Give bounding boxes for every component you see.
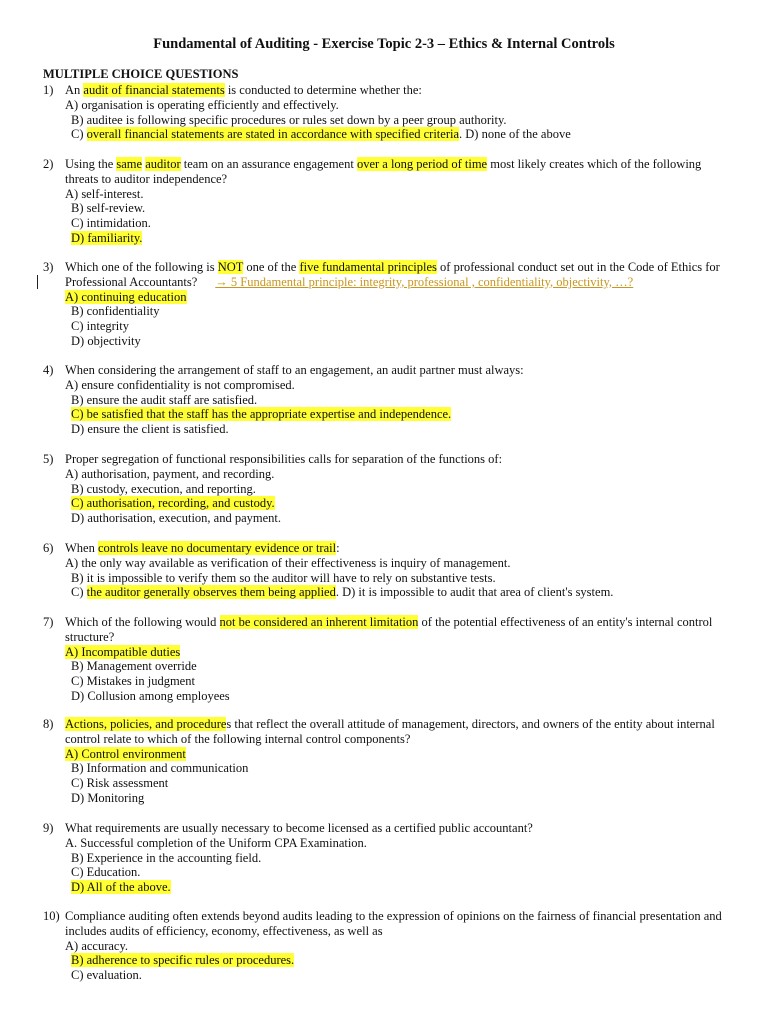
answer-option: [65, 836, 768, 851]
question-8: [0, 717, 768, 806]
answer-option: [71, 482, 768, 497]
answer-option: [71, 496, 768, 511]
text-run: of professional conduct set out in the Code of Ethics for Professional Accountants?: [65, 260, 720, 289]
answer-option: [71, 791, 768, 806]
section-heading: MULTIPLE CHOICE QUESTIONS: [43, 67, 239, 81]
answer-option: [71, 319, 768, 334]
highlighted-text: A) Incompatible duties: [65, 644, 181, 659]
question-stem: [65, 260, 725, 290]
text-run: C) Mistakes in judgment: [71, 674, 195, 689]
answer-option: [71, 127, 768, 142]
text-run: D) objectivity: [71, 333, 141, 348]
text-run: :: [336, 541, 340, 555]
annotation-link[interactable]: → 5 Fundamental principle: integrity, professional , confidentiality, objectivity, …?: [215, 274, 634, 289]
answer-option: [71, 201, 768, 216]
question-1: [0, 83, 768, 142]
answer-option: [65, 939, 768, 954]
answer-option: [71, 659, 768, 674]
text-run: B) Information and communication: [71, 761, 249, 776]
highlighted-text: D) All of the above.: [71, 880, 171, 895]
text-run: B) custody, execution, and reporting.: [71, 481, 256, 496]
highlighted-text: five fundamental principles: [299, 260, 437, 274]
text-run: A) ensure confidentiality is not compromised.: [65, 377, 295, 392]
answer-option: [71, 585, 768, 600]
answer-option: [71, 407, 768, 422]
answer-option: [71, 422, 768, 437]
question-number: 5): [43, 452, 54, 466]
answer-option: [71, 113, 768, 128]
highlighted-text: C) be satisfied that the staff has the appropriate expertise and independence.: [71, 407, 452, 422]
answer-option: [65, 290, 768, 305]
highlighted-text: auditor: [145, 157, 181, 171]
question-6: [0, 541, 768, 600]
answer-option: [71, 393, 768, 408]
highlighted-text: not be considered an inherent limitation: [219, 615, 419, 629]
answer-option: [71, 851, 768, 866]
question-stem: [65, 541, 725, 556]
question-3: [0, 260, 768, 349]
question-stem: [65, 363, 725, 378]
text-run: B) it is impossible to verify them so the auditor will have to rely on substantive tests.: [71, 570, 496, 585]
text-run: C) intimidation.: [71, 216, 151, 231]
text-run: . D) none of the above: [459, 127, 571, 142]
question-5: [0, 452, 768, 526]
text-run: A) the only way available as verification of their effectiveness is inquiry of management.: [65, 555, 511, 570]
highlighted-text: overall financial statements are stated in accordance with specified criteria: [86, 127, 460, 142]
question-10: [0, 909, 768, 983]
text-run: is conducted to determine whether the:: [224, 83, 422, 97]
text-run: . D) it is impossible to audit that area of client's system.: [335, 585, 614, 600]
question-stem: [65, 83, 725, 98]
text-run: s that reflect the overall attitude of management, directors, and owners of the entity about internal control relate to which of the following internal control components?: [65, 717, 715, 746]
highlighted-text: Actions, policies, and procedure: [65, 717, 227, 731]
text-run: D) Collusion among employees: [71, 688, 230, 703]
question-number: 1): [43, 83, 54, 97]
document-title: Fundamental of Auditing - Exercise Topic 2-3 – Ethics & Internal Controls: [153, 36, 615, 52]
highlighted-text: the auditor generally observes them being applied: [86, 585, 336, 600]
text-run: D) Monitoring: [71, 790, 145, 805]
highlighted-text: D) familiarity.: [71, 230, 143, 245]
text-run: of the potential effectiveness of an entity's internal control structure?: [65, 615, 713, 644]
text-run: B) auditee is following specific procedures or rules set down by a peer group authority.: [71, 112, 507, 127]
text-run: B) confidentiality: [71, 304, 160, 319]
text-run: When: [65, 541, 98, 555]
answer-option: [65, 187, 768, 202]
text-run: D) ensure the client is satisfied.: [71, 422, 229, 437]
text-run: most likely creates which of the following threats to auditor independence?: [65, 157, 702, 186]
highlighted-text: same: [116, 157, 143, 171]
text-run: Using the: [65, 157, 117, 171]
question-number: 2): [43, 157, 54, 171]
text-run: Proper segregation of functional responsibilities calls for separation of the functions of:: [65, 452, 503, 466]
text-run: C) evaluation.: [71, 968, 142, 983]
text-run: B) Management override: [71, 659, 197, 674]
question-stem: [65, 452, 725, 467]
answer-option: [71, 231, 768, 246]
answer-option: [71, 511, 768, 526]
highlighted-text: over a long period of time: [356, 157, 488, 171]
highlighted-text: NOT: [217, 260, 244, 274]
answer-option: [65, 645, 768, 660]
question-number: 3): [43, 260, 54, 274]
question-2: [0, 157, 768, 246]
question-9: [0, 821, 768, 895]
highlighted-text: A) Control environment: [65, 746, 186, 761]
question-stem: [65, 157, 725, 187]
question-stem: [65, 717, 725, 747]
answer-option: [65, 556, 768, 571]
question-stem: [65, 821, 725, 836]
answer-option: [71, 334, 768, 349]
question-7: [0, 615, 768, 704]
text-run: one of the: [243, 260, 300, 274]
question-number: 8): [43, 717, 54, 731]
highlighted-text: C) authorisation, recording, and custody.: [71, 496, 275, 511]
text-run: A) self-interest.: [65, 186, 144, 201]
text-run: C) Risk assessment: [71, 776, 169, 791]
text-run: B) Experience in the accounting field.: [71, 850, 262, 865]
text-run: A) accuracy.: [65, 938, 129, 953]
question-stem: [65, 909, 725, 939]
text-run: D) authorisation, execution, and payment.: [71, 511, 282, 526]
question-number: 9): [43, 821, 54, 835]
text-run: team on an assurance engagement: [180, 157, 357, 171]
text-run: C) Education.: [71, 865, 141, 880]
answer-option: [65, 378, 768, 393]
highlighted-text: controls leave no documentary evidence or trail: [97, 541, 337, 555]
highlighted-text: A) continuing education: [65, 289, 187, 304]
answer-option: [65, 747, 768, 762]
text-run: B) self-review.: [71, 201, 146, 216]
text-run: C): [71, 585, 87, 600]
answer-option: [71, 216, 768, 231]
text-run: Which of the following would: [65, 615, 220, 629]
answer-option: [71, 880, 768, 895]
question-number: 6): [43, 541, 54, 555]
text-run: C) integrity: [71, 319, 129, 334]
answer-option: [71, 571, 768, 586]
text-run: A) organisation is operating efficiently and effectively.: [65, 97, 339, 112]
answer-option: [65, 467, 768, 482]
answer-option: [65, 98, 768, 113]
text-run: A. Successful completion of the Uniform CPA Examination.: [65, 835, 367, 850]
question-number: 7): [43, 615, 54, 629]
highlighted-text: audit of financial statements: [83, 83, 225, 97]
question-4: [0, 363, 768, 437]
answer-option: [71, 865, 768, 880]
text-run: When considering the arrangement of staff to an engagement, an audit partner must always:: [65, 363, 524, 377]
highlighted-text: B) adherence to specific rules or procedures.: [71, 953, 295, 968]
answer-option: [71, 776, 768, 791]
answer-option: [71, 968, 768, 983]
text-run: C): [71, 127, 87, 142]
text-run: A) authorisation, payment, and recording.: [65, 466, 275, 481]
answer-option: [71, 689, 768, 704]
answer-option: [71, 304, 768, 319]
text-run: Compliance auditing often extends beyond audits leading to the expression of opinions on the fairness of financial presentation and includes audits of efficiency, economy, effectiveness, as well as: [65, 909, 722, 938]
text-run: Which one of the following is: [65, 260, 218, 274]
question-stem: [65, 615, 725, 645]
text-run: B) ensure the audit staff are satisfied.: [71, 392, 258, 407]
answer-option: [71, 761, 768, 776]
question-number: 10): [43, 909, 60, 923]
answer-option: [71, 953, 768, 968]
answer-option: [71, 674, 768, 689]
text-run: What requirements are usually necessary to become licensed as a certified public accountant?: [65, 821, 533, 835]
question-number: 4): [43, 363, 54, 377]
text-run: An: [65, 83, 84, 97]
